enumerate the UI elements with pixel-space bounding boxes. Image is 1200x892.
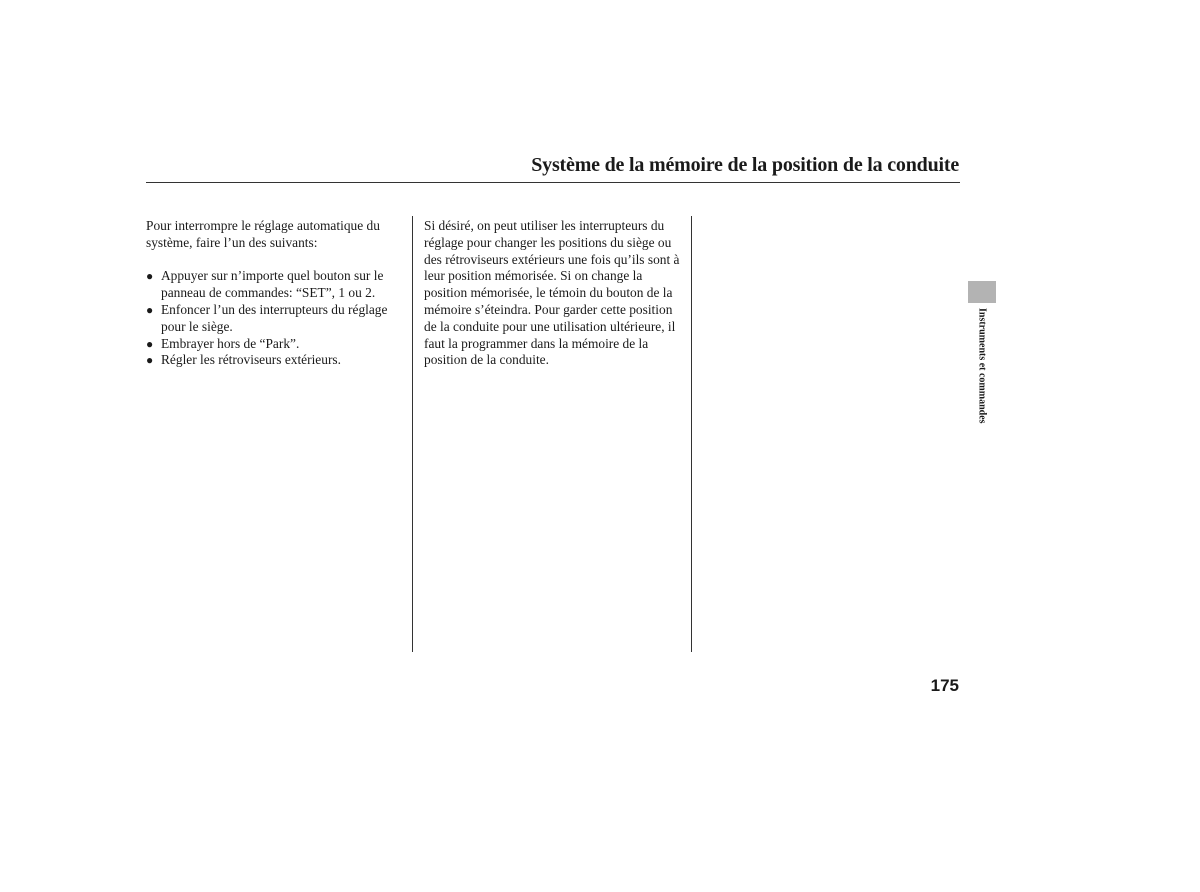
title-rule — [146, 182, 960, 183]
list-item — [146, 352, 404, 369]
list-item-text: Appuyer sur n’importe quel bouton sur le panneau de commandes: “SET”, 1 ou 2. — [161, 268, 384, 301]
list-item — [146, 268, 404, 302]
column-divider — [412, 216, 413, 652]
section-tab-label: Instruments et commandes — [976, 308, 988, 424]
body-paragraph: Si désiré, on peut utiliser les interrupteurs du réglage pour changer les positions du siège ou des rétroviseurs extérieurs une fois qu’ils sont à leur position mémorisée. Si on change la position mémorisée, le témoin du bouton de la mémoire s’éteindra. Pour garder cette position de la conduite pour une utilisation ultérieure, il faut la programmer dans la mémoire de la position de la conduite. — [424, 218, 680, 368]
section-tab-marker — [968, 281, 996, 303]
bullet-icon: ● — [146, 336, 154, 351]
right-column — [424, 218, 686, 369]
column-divider — [691, 216, 692, 652]
page-title: Système de la mémoire de la position de la conduite — [531, 154, 959, 176]
list-item-text: Embrayer hors de “Park”. — [161, 335, 300, 351]
list-item — [146, 336, 404, 353]
intro-paragraph: Pour interrompre le réglage automatique du système, faire l’un des suivants: — [146, 218, 380, 250]
page-number: 175 — [930, 676, 959, 695]
list-item-text: Enfoncer l’un des interrupteurs du réglage pour le siège. — [161, 301, 388, 334]
bullet-icon: ● — [146, 353, 154, 368]
list-item-text: Régler les rétroviseurs extérieurs. — [161, 352, 341, 368]
bullet-icon: ● — [146, 269, 154, 284]
list-item — [146, 302, 404, 336]
bullet-list — [146, 268, 404, 369]
bullet-icon: ● — [146, 302, 154, 317]
left-column — [146, 218, 404, 369]
